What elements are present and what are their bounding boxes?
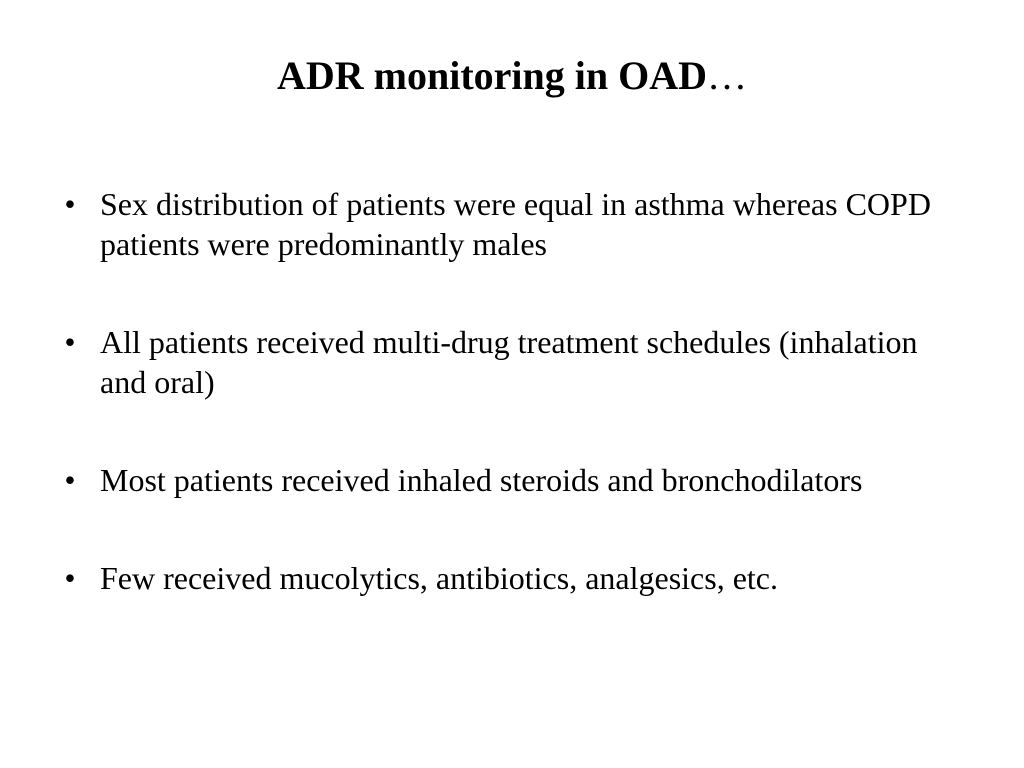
- slide-title-ellipsis: …: [707, 53, 748, 98]
- bullet-text: Sex distribution of patients were equal in asthma whereas COPD patients were predominantly males: [100, 186, 931, 262]
- bullet-point-icon: •: [64, 186, 76, 222]
- slide-title: [0, 52, 1024, 100]
- bullet-text: Most patients received inhaled steroids and bronchodilators: [100, 462, 863, 498]
- bullet-item: [60, 558, 970, 598]
- bullet-item: [60, 460, 970, 500]
- bullet-point-icon: •: [64, 462, 76, 498]
- bullet-text: Few received mucolytics, antibiotics, analgesics, etc.: [100, 560, 778, 596]
- bullet-point-icon: •: [64, 324, 76, 360]
- bullet-item: [60, 322, 970, 402]
- slide-title-text: ADR monitoring in OAD: [276, 53, 708, 98]
- bullet-item: [60, 184, 970, 264]
- bullet-list: [60, 184, 970, 598]
- bullet-point-icon: •: [64, 560, 76, 596]
- bullet-text: All patients received multi-drug treatment schedules (inhalation and oral): [100, 324, 918, 400]
